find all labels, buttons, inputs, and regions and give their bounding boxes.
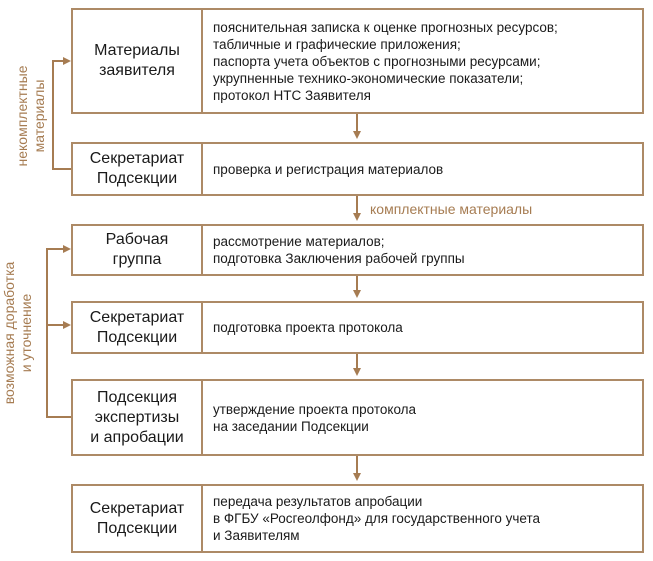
- loop-incomplete: [53, 61, 71, 169]
- list-item: паспорта учета объектов с прогнозными ресурсами;: [213, 53, 541, 69]
- step-label: Материалы заявителя: [73, 10, 203, 112]
- list-item: и Заявителям: [213, 528, 300, 543]
- step-description: [203, 10, 642, 112]
- list-item: передача результатов апробации: [213, 494, 423, 509]
- loop-rework: [47, 249, 71, 417]
- step-working-group: [71, 224, 644, 276]
- list-item: подготовка проекта протокола: [213, 320, 403, 335]
- complete-materials-label: комплектные материалы: [370, 201, 533, 217]
- step-description: [203, 226, 642, 274]
- incomplete-materials-label: некомплектные материалы: [14, 65, 47, 167]
- rework-label: возможная доработка и уточнение: [1, 261, 34, 405]
- step-label: Подсекция экспертизы и апробации: [73, 381, 203, 454]
- list-item: табличные и графические приложения;: [213, 36, 461, 52]
- step-subsection-approval: [71, 379, 644, 456]
- step-applicant-materials: [71, 8, 644, 114]
- step-label: Секретариат Подсекции: [73, 144, 203, 194]
- list-item: пояснительная записка к оценке прогнозных ресурсов;: [213, 19, 558, 35]
- list-item: утверждение проекта протокола: [213, 401, 417, 417]
- step-label: Секретариат Подсекции: [73, 486, 203, 551]
- list-item: на заседании Подсекции: [213, 418, 369, 434]
- list-item: укрупненные технико-экономические показатели;: [213, 70, 524, 86]
- list-item: проверка и регистрация материалов: [213, 161, 444, 177]
- list-item: в ФГБУ «Росгеолфонд» для государственного учета: [213, 511, 541, 526]
- list-item: рассмотрение материалов;: [213, 234, 385, 249]
- list-item: протокол НТС Заявителя: [213, 87, 371, 103]
- step-description: [203, 381, 642, 454]
- step-secretariat-transfer: [71, 484, 644, 553]
- step-description: [203, 144, 642, 194]
- step-description: [203, 486, 642, 551]
- step-label: Рабочая группа: [73, 226, 203, 274]
- step-label: Секретариат Подсекции: [73, 303, 203, 352]
- step-description: [203, 303, 642, 352]
- step-secretariat-draft: [71, 301, 644, 354]
- step-secretariat-check: [71, 142, 644, 196]
- list-item: подготовка Заключения рабочей группы: [213, 251, 465, 266]
